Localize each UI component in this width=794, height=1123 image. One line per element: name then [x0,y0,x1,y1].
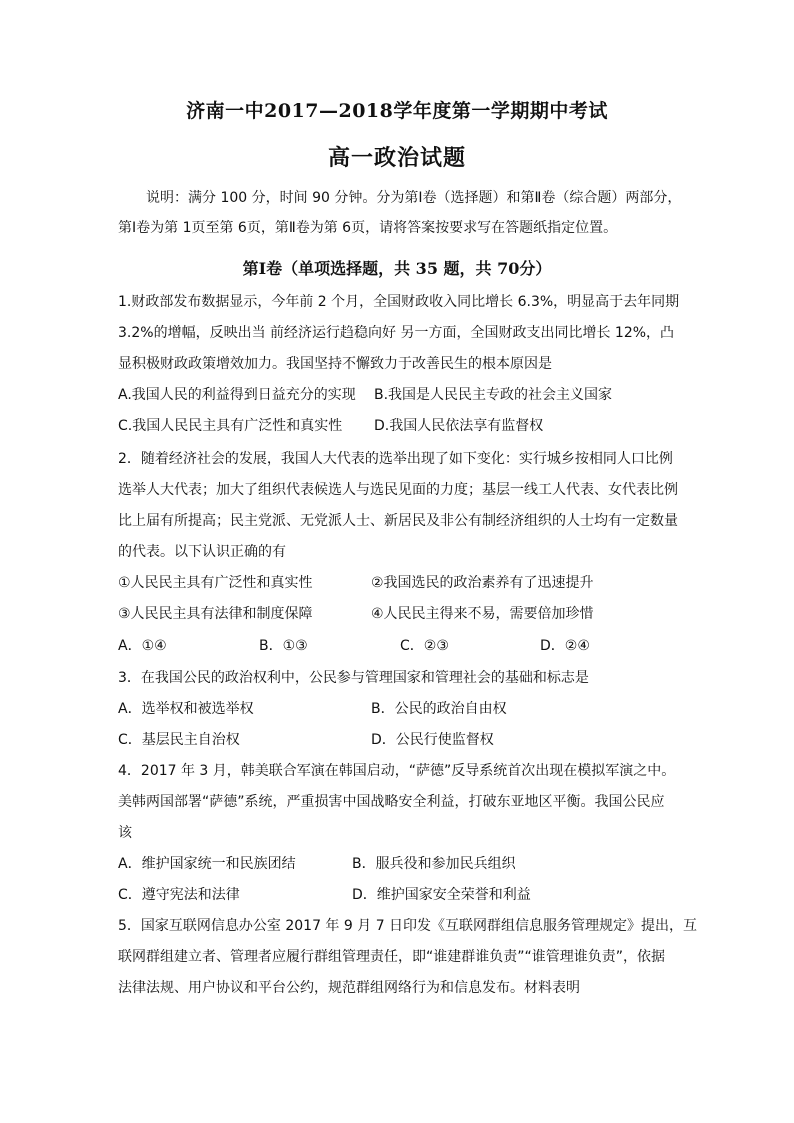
q2-option-b: B．①③ [259,638,308,654]
q4-option-b: B．服兵役和参加民兵组织 [352,856,516,872]
q2-stem-line-4: 的代表。以下认识正确的有 [118,544,286,560]
q2-stem-line-3: 比上届有所提高；民主党派、无党派人士、新居民及非公有制经济组织的人士均有一定数量 [118,513,678,529]
q2-option-c: C．②③ [400,638,449,654]
q2-statement-3: ③人民民主具有法律和制度保障 [118,606,313,622]
q4-option-d: D．维护国家安全荣誉和利益 [352,887,531,903]
q3-option-b: B．公民的政治自由权 [371,701,507,717]
q3-option-d: D．公民行使监督权 [371,732,494,748]
q4-stem-line-1: 4．2017 年 3 月，韩美联合军演在韩国启动，“萨德”反导系统首次出现在模拟军演之中。 [118,763,676,779]
q2-stem-line-2: 选举人大代表；加大了组织代表候选人与选民见面的力度；基层一线工人代表、女代表比例 [118,482,678,498]
q3-option-a: A．选举权和被选举权 [118,701,254,717]
section-title: 第Ⅰ卷（单项选择题，共 35 题，共 70分） [242,259,552,278]
instructions-line-1: 说明：满分 100 分，时间 90 分钟。分为第Ⅰ卷（选择题）和第Ⅱ卷（综合题）两部分， [146,190,682,206]
q1-option-d: D.我国人民依法享有监督权 [374,418,544,434]
q4-stem-line-2: 美韩两国部署“萨德”系统，严重损害中国战略安全利益，打破东亚地区平衡。我国公民应 [118,794,665,810]
instructions-line-2: 第Ⅰ卷为第 1页至第 6页，第Ⅱ卷为第 6页，请将答案按要求写在答题纸指定位置。 [118,220,618,236]
q4-option-a: A．维护国家统一和民族团结 [118,856,296,872]
q2-statement-2: ②我国选民的政治素养有了迅速提升 [371,575,594,591]
q4-option-c: C．遵守宪法和法律 [118,887,240,903]
q1-stem-line-1: 1.财政部发布数据显示，今年前 2 个月，全国财政收入同比增长 6.3%，明显高于去年同期 [118,294,680,310]
q2-option-a: A．①④ [118,638,167,654]
q5-stem-line-3: 法律法规、用户协议和平台公约，规范群组网络行为和信息发布。材料表明 [118,980,580,996]
q5-stem-line-2: 联网群组建立者、管理者应履行群组管理责任，即“谁建群谁负责”“谁管理谁负责”，依据 [118,949,666,965]
q3-option-c: C．基层民主自治权 [118,732,240,748]
q2-statement-1: ①人民民主具有广泛性和真实性 [118,575,313,591]
q1-option-a: A.我国人民的利益得到日益充分的实现 [118,387,356,403]
q1-option-b: B.我国是人民民主专政的社会主义国家 [374,387,613,403]
q1-stem-line-2: 3.2%的增幅，反映出当 前经济运行趋稳向好 另一方面，全国财政支出同比增长 12%，凸 [118,325,675,341]
q2-stem-line-1: 2．随着经济社会的发展，我国人大代表的选举出现了如下变化：实行城乡按相同人口比例 [118,451,673,467]
exam-title: 济南一中2017—2018学年度第一学期期中考试 [186,100,608,122]
q5-stem-line-1: 5．国家互联网信息办公室 2017 年 9 月 7 日印发《互联网群组信息服务管理规定》提出，互 [118,918,698,934]
q2-statement-4: ④人民民主得来不易，需要倍加珍惜 [371,606,594,622]
q4-stem-line-3: 该 [118,825,132,841]
q1-option-c: C.我国人民民主具有广泛性和真实性 [118,418,343,434]
q3-stem-line-1: 3．在我国公民的政治权利中，公民参与管理国家和管理社会的基础和标志是 [118,670,589,686]
exam-subtitle: 高一政治试题 [327,145,466,171]
q2-option-d: D．②④ [540,638,590,654]
q1-stem-line-3: 显积极财政政策增效加力。我国坚持不懈致力于改善民生的根本原因是 [118,356,552,372]
